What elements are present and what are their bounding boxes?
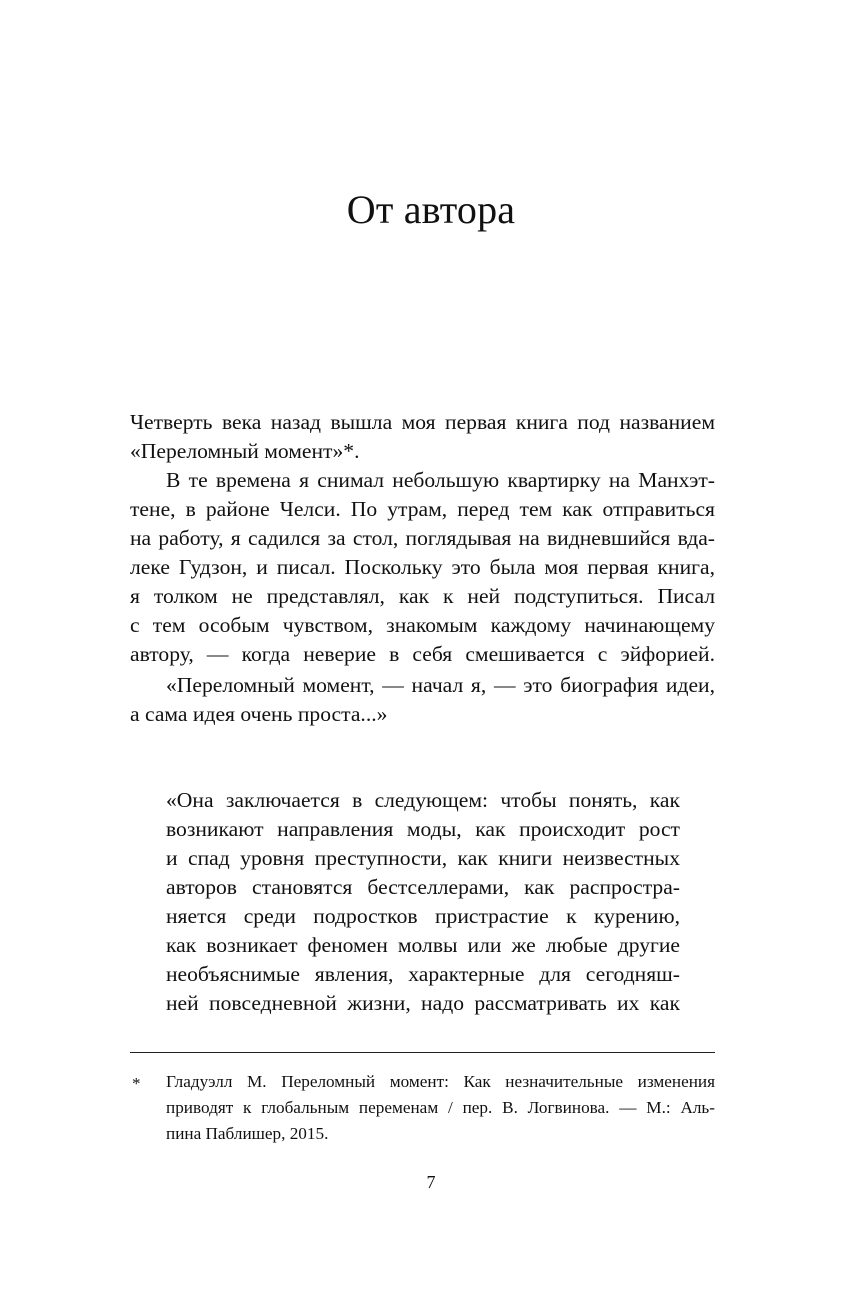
quote-line: ней повседневной жизни, надо рассматривать их как: [166, 991, 680, 1015]
paragraph-line: с тем особым чувством, знакомым каждому начинающему: [130, 613, 715, 637]
quote-line: няется среди подростков пристрастие к курению,: [166, 904, 680, 928]
paragraph-line: «Переломный момент, — начал я, — это биография идеи,: [166, 673, 715, 697]
quote-line: авторов становятся бестселлерами, как распростра-: [166, 875, 680, 899]
paragraph-line: В те времена я снимал небольшую квартирку на Манхэт-: [166, 468, 715, 492]
footnote-divider: [130, 1052, 715, 1053]
paragraph-line: леке Гудзон, и писал. Поскольку это была моя первая книга,: [130, 555, 715, 579]
footnote-line: приводят к глобальным переменам / пер. В. Логвинова. — М.: Аль-: [166, 1098, 715, 1117]
footnote-line: пина Паблишер, 2015.: [166, 1124, 329, 1143]
footnote-line: Гладуэлл М. Переломный момент: Как незначительные изменения: [166, 1072, 715, 1091]
paragraph-line: я толком не представлял, как к ней подступиться. Писал: [130, 584, 715, 608]
paragraph-line: Четверть века назад вышла моя первая книга под названием: [130, 410, 715, 434]
quote-line: «Она заключается в следующем: чтобы понять, как: [166, 788, 680, 812]
paragraph-line: автору, — когда неверие в себя смешивается с эйфорией.: [130, 642, 715, 666]
footnote-marker: *: [132, 1074, 141, 1093]
paragraph-line: «Переломный момент»*.: [130, 439, 360, 463]
quote-line: и спад уровня преступности, как книги неизвестных: [166, 846, 680, 870]
paragraph-line: а сама идея очень проста...»: [130, 702, 388, 726]
chapter-title: От автора: [346, 187, 516, 232]
page-number: 7: [426, 1172, 436, 1192]
quote-line: необъяснимые явления, характерные для сегодняш-: [166, 962, 680, 986]
paragraph-line: тене, в районе Челси. По утрам, перед тем как отправиться: [130, 497, 715, 521]
paragraph-line: на работу, я садился за стол, поглядывая на видневшийся вда-: [130, 526, 715, 550]
quote-line: возникают направления моды, как происходит рост: [166, 817, 680, 841]
quote-line: как возникает феномен молвы или же любые другие: [166, 933, 680, 957]
